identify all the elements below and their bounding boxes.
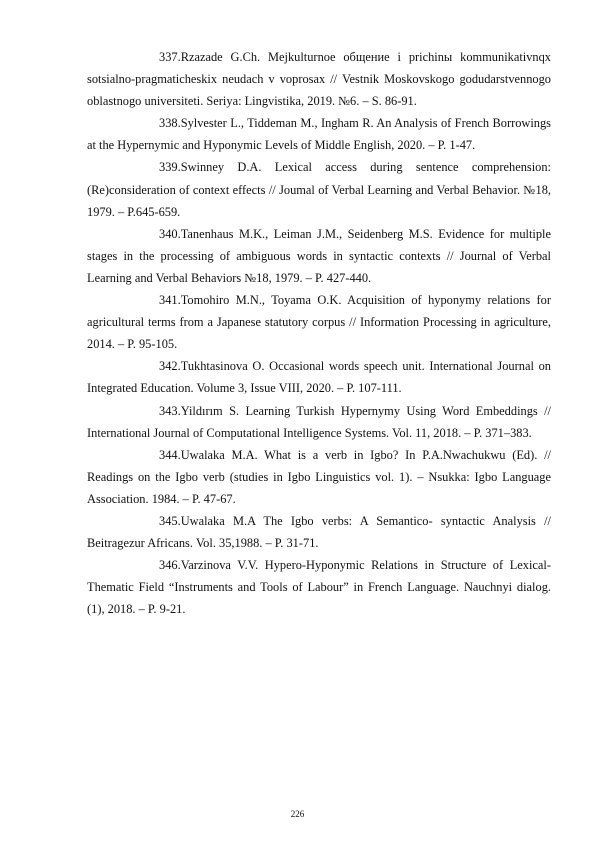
reference-text: Sylvester L., Tiddeman M., Ingham R. An Analysis of French Borrowings at the Hypernymic and Hyponymic Levels of Middle English, 2020. – P. 1-47. — [87, 116, 551, 153]
reference-list — [87, 46, 551, 620]
reference-342 — [87, 355, 551, 399]
reference-text: Yildırım S. Learning Turkish Hypernymy Using Word Embeddings // International Journal of Computational Intelligence Systems. Vol. 11, 2018. – P. 371–383. — [87, 403, 551, 440]
reference-344 — [87, 444, 551, 510]
reference-345 — [87, 510, 551, 554]
reference-number: 344. — [159, 447, 181, 462]
reference-text: Uwalaka M.A. What is a verb in Igbo? In P.A.Nwachukwu (Ed). // Readings on the Igbo verb (studies in Igbo Linguistics vol. 1). – Nsukka: Igbo Language Association. 1984. – P. 47-67. — [87, 447, 551, 506]
reference-338 — [87, 112, 551, 156]
reference-346 — [87, 554, 551, 620]
reference-number: 337. — [159, 50, 181, 64]
reference-number: 340. — [159, 226, 181, 241]
reference-text: Rzazade G.Ch. Mejkulturnoe общение i prichinы kommunikativnqx sotsialno-pragmaticheskix neudach v voprosax // Vestnik Moskovskogo godudarstvennogo oblastnogo universiteti. Seriya: Lingvistika, 2019. №6. – S. 86-91. — [87, 50, 551, 109]
reference-340 — [87, 223, 551, 289]
reference-number: 346. — [159, 558, 181, 573]
reference-number: 339. — [159, 160, 181, 175]
reference-text: Uwalaka M.A The Igbo verbs: A Semantico- syntactic Analysis // Beitragezur Africans. Vol. 35,1988. – P. 31-71. — [87, 513, 551, 551]
reference-number: 345. — [159, 513, 181, 528]
reference-text: Tukhtasinova O. Occasional words speech unit. International Journal on Integrated Education. Volume 3, Issue VIII, 2020. – P. 107-111. — [87, 359, 551, 396]
reference-text: Swinney D.A. Lexical access during sentence comprehension: (Re)consideration of context effects // Joumal of Verbal Learning and Verbal Behavior. №18, 1979. – P.645-659. — [87, 160, 551, 219]
reference-number: 341. — [159, 293, 181, 308]
reference-341 — [87, 289, 551, 355]
reference-number: 342. — [159, 359, 181, 374]
reference-number: 338. — [159, 116, 181, 131]
reference-text: Varzinova V.V. Hypero-Hyponymic Relations in Structure of Lexical-Thematic Field “Instruments and Tools of Labour” in French Language. Nauchnyi dialog. (1), 2018. – P. 9-21. — [87, 558, 551, 617]
reference-343 — [87, 400, 551, 444]
reference-text: Tanenhaus M.K., Leiman J.M., Seidenberg M.S. Evidence for multiple stages in the processing of ambiguous words in syntactic contexts // Journal of Verbal Learning and Verbal Behaviors №18, 1979. – P. 427-440. — [87, 226, 551, 285]
reference-text: Tomohiro M.N., Toyama O.K. Acquisition of hyponymy relations for agricultural terms from a Japanese statutory corpus // Information Processing in agriculture, 2014. – P. 95-105. — [87, 293, 551, 352]
reference-339 — [87, 156, 551, 222]
reference-number: 343. — [159, 403, 181, 418]
page-number: 226 — [290, 809, 305, 819]
reference-337 — [87, 46, 551, 112]
